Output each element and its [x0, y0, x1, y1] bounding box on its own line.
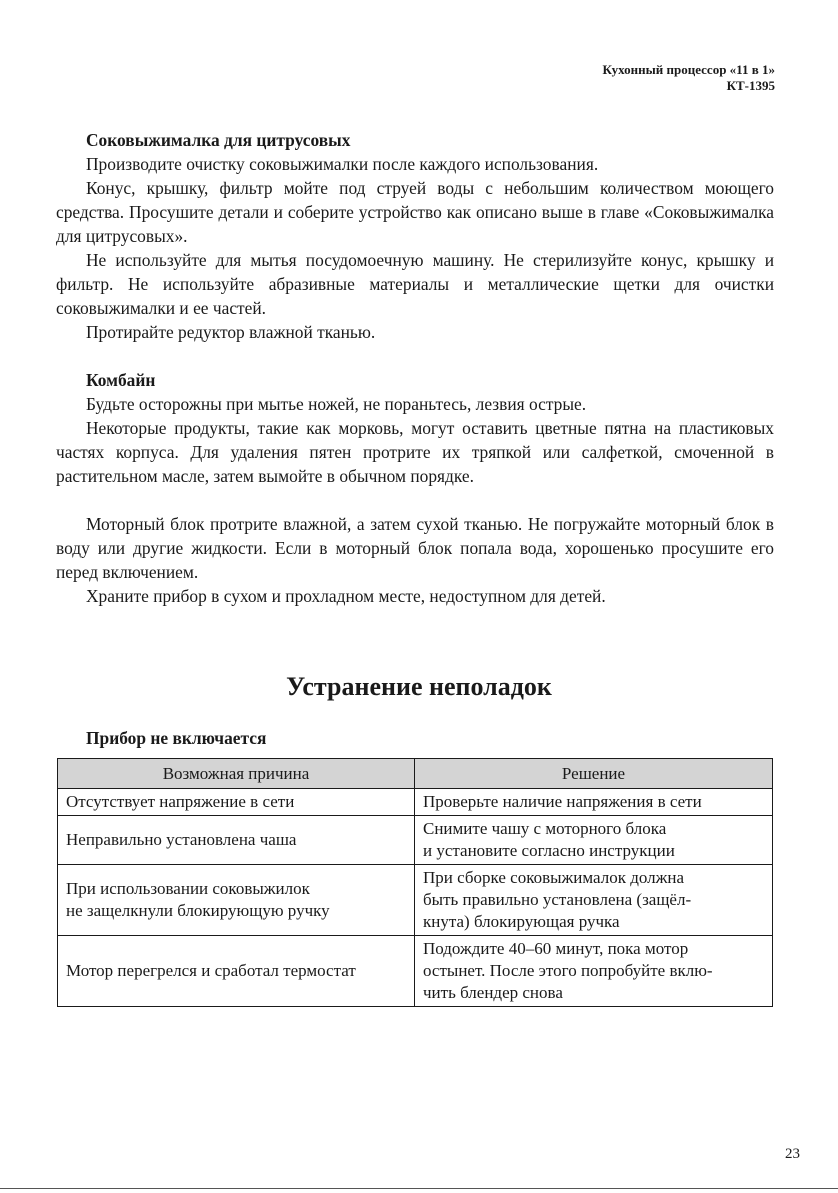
section-gap — [56, 488, 774, 512]
cause-cell — [58, 816, 415, 865]
solution-line: При сборке соковыжималок должна — [423, 868, 685, 887]
solution-line: и установите согласно инструкции — [423, 841, 675, 860]
table-row — [58, 865, 773, 936]
page-header — [603, 62, 775, 94]
citrus-paragraph-3: Не используйте для мытья посудомоечную машину. Не стерилизуйте конус, крышку и фильтр. Не используйте абразивные материалы и металлические щетки для очистки соковыжималки и ее частей. — [56, 250, 774, 318]
combine-paragraph-1: Будьте осторожны при мытье ножей, не пораньтесь, лезвия острые. — [86, 394, 587, 414]
cause-line: Мотор перегрелся и сработал термостат — [66, 961, 356, 980]
column-header-cause: Возможная причина — [58, 759, 415, 789]
table-row — [58, 789, 773, 816]
citrus-paragraph-4: Протирайте редуктор влажной тканью. — [86, 322, 376, 342]
solution-line: Проверьте наличие напряжения в сети — [423, 792, 702, 811]
solution-cell — [415, 816, 773, 865]
column-header-solution: Решение — [415, 759, 773, 789]
cause-line: не защелкнули блокирующую ручку — [66, 901, 330, 920]
solution-cell — [415, 936, 773, 1007]
table-header-row — [58, 759, 773, 789]
cause-cell — [58, 789, 415, 816]
solution-line: чить блендер снова — [423, 983, 563, 1002]
section-gap — [56, 344, 774, 368]
table-row — [58, 816, 773, 865]
solution-cell — [415, 865, 773, 936]
citrus-heading: Соковыжималка для цитрусовых — [86, 130, 351, 150]
cause-line: При использовании соковыжилок — [66, 879, 310, 898]
combine-heading: Комбайн — [86, 370, 156, 390]
combine-paragraph-2: Некоторые продукты, такие как морковь, могут оставить цветные пятна на пластиковых частях корпуса. Для удаления пятен протрите их тряпкой или салфеткой, смоченной в растительном масле, затем вымойте в обычном порядке. — [56, 418, 774, 486]
solution-line: Подождите 40–60 минут, пока мотор — [423, 939, 689, 958]
solution-line: быть правильно установлена (защёл- — [423, 890, 692, 909]
citrus-paragraph-1: Производите очистку соковыжималки после каждого использования. — [86, 154, 599, 174]
cause-cell — [58, 936, 415, 1007]
cleaning-instructions — [56, 128, 774, 608]
cause-line: Неправильно установлена чаша — [66, 830, 297, 849]
motor-paragraph-1: Моторный блок протрите влажной, а затем сухой тканью. Не погружайте моторный блок в воду или другие жидкости. Если в моторный блок попала вода, хорошенько просушите его перед включением. — [56, 514, 774, 582]
header-model-number: КТ-1395 — [726, 78, 775, 93]
table-row — [58, 936, 773, 1007]
motor-paragraph-2: Храните прибор в сухом и прохладном месте, недоступном для детей. — [86, 586, 606, 606]
header-product-name: Кухонный процессор «11 в 1» — [602, 62, 775, 77]
cause-line: Отсутствует напряжение в сети — [66, 792, 295, 811]
solution-line: остынет. После этого попробуйте вклю- — [423, 961, 713, 980]
cause-cell — [58, 865, 415, 936]
troubleshooting-table — [57, 758, 773, 1007]
troubleshooting-title: Устранение неполадок — [286, 672, 552, 701]
solution-cell — [415, 789, 773, 816]
page-number: 23 — [785, 1146, 800, 1162]
page-bottom-edge — [0, 1188, 838, 1189]
solution-line: Снимите чашу с моторного блока — [423, 819, 667, 838]
citrus-paragraph-2: Конус, крышку, фильтр мойте под струей воды с небольшим количеством моющего средства. Просушите детали и соберите устройство как описано выше в главе «Соковыжималка для цитрусовых». — [56, 178, 774, 246]
solution-line: кнута) блокирующая ручка — [423, 912, 620, 931]
troubleshooting-subheading: Прибор не включается — [86, 728, 267, 748]
